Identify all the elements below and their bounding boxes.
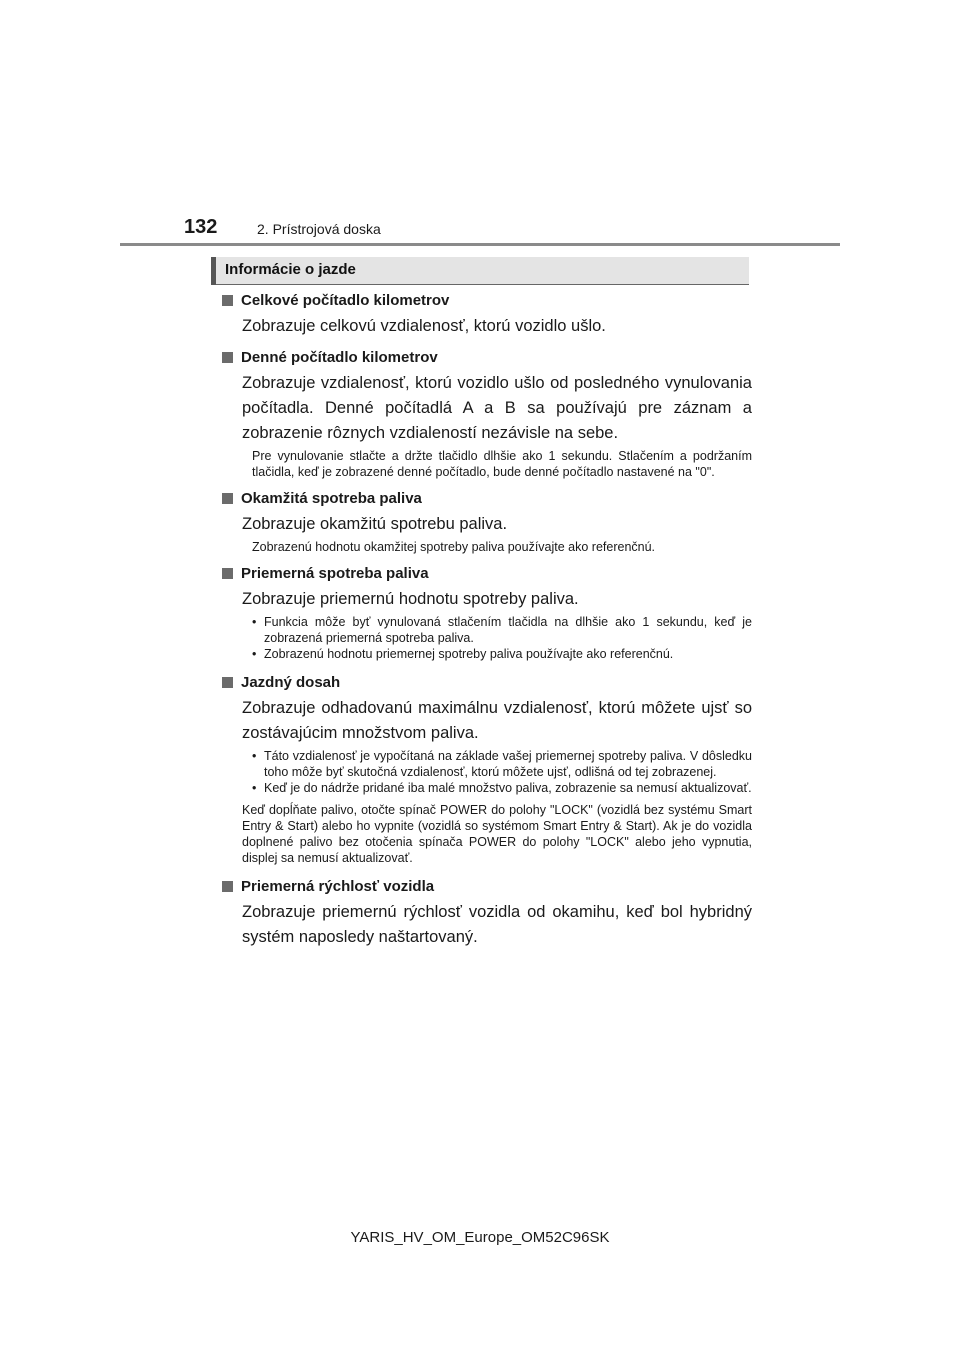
item-title-text: Celkové počítadlo kilometrov <box>241 291 450 309</box>
item-title <box>222 488 752 508</box>
item-title <box>222 876 752 896</box>
item-note: Pre vynulovanie stlačte a držte tlačidlo dlhšie ako 1 sekundu. Stlačením a podržaním tlačidla, keď je zobrazené denné počítadlo, bude denné počítadlo nastavené na "0". <box>252 449 752 479</box>
header-rule <box>120 243 840 246</box>
bullet-list <box>252 614 752 662</box>
square-bullet-icon <box>222 677 233 688</box>
item-title <box>222 347 752 367</box>
chapter-title: 2. Prístrojová doska <box>257 221 381 237</box>
page-number: 132 <box>184 216 218 238</box>
square-bullet-icon <box>222 352 233 363</box>
bullet-list <box>252 748 752 796</box>
item-instant-fuel <box>222 488 752 555</box>
item-title-text: Okamžitá spotreba paliva <box>241 489 422 507</box>
item-average-fuel <box>222 563 752 662</box>
section-title: Informácie o jazde <box>225 261 356 278</box>
item-trip-meter <box>222 347 752 480</box>
item-description: Zobrazuje odhadovanú maximálnu vzdialenosť, ktorú môžete ujsť so zostávajúcim množstvom paliva. <box>242 699 752 742</box>
item-description: Zobrazuje celkovú vzdialenosť, ktorú vozidlo ušlo. <box>242 317 606 335</box>
item-note: Zobrazenú hodnotu okamžitej spotreby paliva používajte ako referenčnú. <box>252 540 656 554</box>
item-description: Zobrazuje priemernú rýchlosť vozidla od okamihu, keď bol hybridný systém naposledy naštartovaný. <box>242 903 752 946</box>
section-header <box>211 257 749 285</box>
square-bullet-icon <box>222 881 233 892</box>
item-description: Zobrazuje priemernú hodnotu spotreby paliva. <box>242 590 579 608</box>
list-item: • Keď je do nádrže pridané iba malé množstvo paliva, zobrazenie sa nemusí aktualizovať. <box>252 780 752 796</box>
list-item: • Zobrazenú hodnotu priemernej spotreby paliva používajte ako referenčnú. <box>252 646 752 662</box>
item-title-text: Priemerná rýchlosť vozidla <box>241 877 435 895</box>
content <box>222 290 752 950</box>
footer-doc-id: YARIS_HV_OM_Europe_OM52C96SK <box>350 1229 610 1246</box>
square-bullet-icon <box>222 493 233 504</box>
item-average-speed <box>222 876 752 950</box>
item-description: Zobrazuje vzdialenosť, ktorú vozidlo ušlo od posledného vynulovania počítadla. Denné počítadlá A a B sa používajú pre záznam a zobrazenie rôznych vzdialeností nezávisle na sebe. <box>242 374 752 442</box>
list-item: • Táto vzdialenosť je vypočítaná na základe vašej priemernej spotreby paliva. V dôsledku toho môže byť skutočná vzdialenosť, ktorú môžete ujsť, odlišná od tej zobrazenej. <box>252 748 752 780</box>
item-title <box>222 563 752 583</box>
item-description: Zobrazuje okamžitú spotrebu paliva. <box>242 515 508 533</box>
item-title <box>222 672 752 692</box>
square-bullet-icon <box>222 295 233 306</box>
item-title <box>222 290 752 310</box>
item-title-text: Priemerná spotreba paliva <box>241 564 429 582</box>
square-bullet-icon <box>222 568 233 579</box>
item-driving-range <box>222 672 752 866</box>
section-header-bar <box>211 257 216 285</box>
item-note: Keď dopĺňate palivo, otočte spínač POWER do polohy "LOCK" (vozidlá bez systému Smart Entry & Start) alebo ho vypnite (vozidlá so systémom Smart Entry & Start). Ak je do vozidla doplnené palivo bez otočenia spínača POWER do polohy "LOCK" alebo jeho vypnutia, displej sa nemusí aktualizovať. <box>242 803 752 865</box>
item-title-text: Jazdný dosah <box>241 673 341 691</box>
list-item: • Funkcia môže byť vynulovaná stlačením tlačidla na dlhšie ako 1 sekundu, keď je zobrazená priemerná spotreba paliva. <box>252 614 752 646</box>
item-odometer <box>222 290 752 339</box>
item-title-text: Denné počítadlo kilometrov <box>241 348 438 366</box>
